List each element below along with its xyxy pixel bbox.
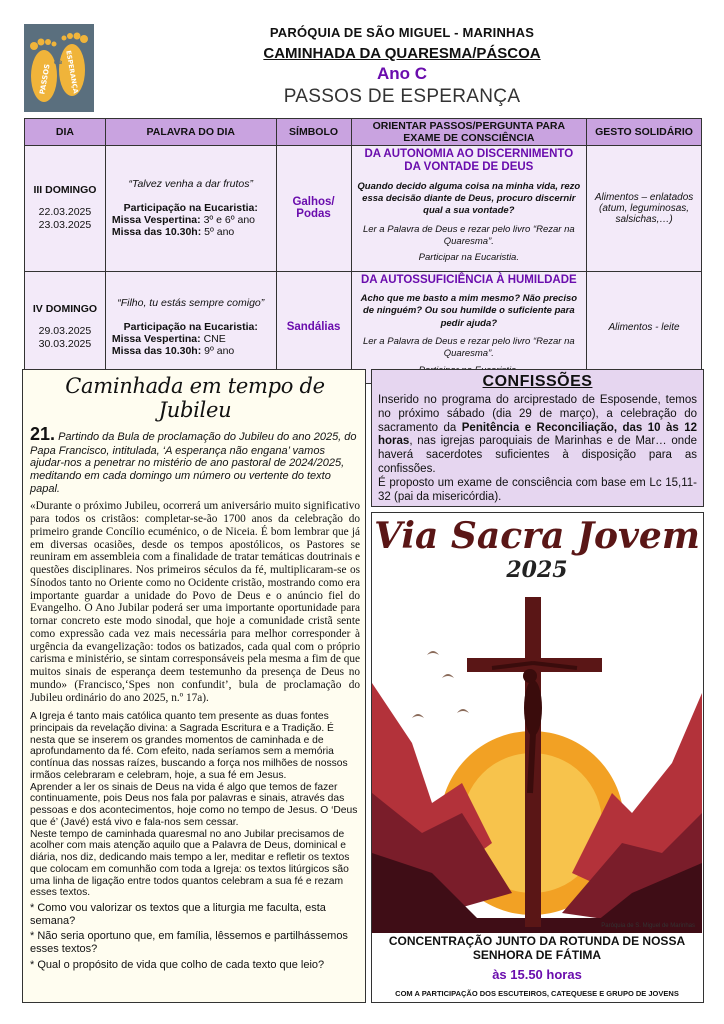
table-row bbox=[25, 271, 702, 383]
jubilee-question: * Qual o propósito de vida que colho de cada texto que leio? bbox=[30, 958, 325, 971]
date: 29.03.2025 bbox=[38, 325, 92, 338]
exam-question: Acho que me basto a mim mesmo? Não preciso de ninguém? Ou sou humilde o suficiente para pedir ajuda? bbox=[360, 292, 578, 329]
morning-mass bbox=[112, 226, 270, 238]
jubilee-question: * Como vou valorizar os textos que a liturgia me faculta, esta semana? bbox=[30, 902, 326, 927]
word-cell bbox=[105, 146, 276, 272]
parish-name: PARÓQUIA DE SÃO MIGUEL - MARINHAS bbox=[269, 25, 535, 40]
birds-icon bbox=[412, 651, 469, 718]
passos-de-esperanca-logo bbox=[24, 24, 94, 112]
vesper-label: Missa Vespertina: bbox=[111, 333, 201, 346]
jubilee-paragraph: Aprender a ler os sinais de Deus na vida é algo que temos de fazer continuamente, pois Deus nos fala por palavras e sinais, através das pessoas e dos acontecimentos, hoje como no tempo de Jesus. O ‘Deus que é’ (Javé) está vivo e fala-nos sem cessar. bbox=[30, 781, 358, 828]
gospel-quote: “Talvez venha a dar frutos” bbox=[128, 178, 254, 191]
mass-label: Missa das 10.30h: bbox=[111, 226, 202, 239]
day-cell bbox=[25, 146, 106, 272]
logo-text-mid: de bbox=[53, 59, 63, 66]
jubilee-paragraph: Neste tempo de caminhada quaresmal no ano Jubilar precisamos de acolher com mais atenção aquilo que a Palavra de Deus, dominical e diária, nos diz, dedicando mais tempo a ler, meditar e refletir os textos que colocam em comunhão com toda a Igreja: os textos litúrgicos são uma linha de ligação entre todos quantos celebram a sua fé e rezam esses textos. bbox=[30, 828, 350, 899]
day-name: III DOMINGO bbox=[33, 184, 97, 197]
exam-reading: Ler a Palavra de Deus e rezar pelo livro “Rezar na Quaresma”. bbox=[362, 223, 575, 247]
walk-title: CAMINHADA DA QUARESMA/PÁSCOA bbox=[263, 45, 541, 62]
symbol-text: Sandálias bbox=[286, 321, 341, 334]
gesture-cell bbox=[587, 271, 702, 383]
date: 30.03.2025 bbox=[38, 338, 92, 351]
exam-cell bbox=[351, 146, 587, 272]
jubilee-title: Caminhada em tempo de Jubileu bbox=[65, 374, 325, 422]
day-cell bbox=[25, 271, 106, 383]
jubilee-section bbox=[22, 369, 366, 1003]
steps-subtitle: PASSOS DE ESPERANÇA bbox=[283, 86, 521, 107]
exam-cell bbox=[351, 271, 587, 383]
gospel-quote: “Filho, tu estás sempre comigo” bbox=[117, 297, 265, 310]
jubilee-number: 21. bbox=[30, 424, 56, 444]
date: 23.03.2025 bbox=[38, 219, 92, 232]
logo-text-left: PASSOS bbox=[38, 63, 52, 95]
participation-title: Participação na Eucaristia: bbox=[123, 202, 258, 215]
date: 22.03.2025 bbox=[38, 206, 92, 219]
confessions-text-a: Inserido no programa do arciprestado de Esposende, temos no próximo sábado (dia 29 de março), a celebração do sacramento da bbox=[378, 394, 697, 434]
morning-mass bbox=[112, 345, 270, 357]
event-time: às 15.50 horas bbox=[492, 967, 582, 982]
page-header bbox=[22, 22, 704, 118]
confessions-text-b: , nas igrejas paroquiais de Marinhas e de Mar… onde haverá sacerdotes suficientes à disposição para as confissões. bbox=[378, 435, 697, 475]
word-cell bbox=[105, 271, 276, 383]
poster-year: 2025 bbox=[506, 557, 568, 583]
jubilee-intro-text: Partindo da Bula de proclamação do Jubileu do ano 2025, do Papa Francisco, intitulada, ‘A esperança não engana’ vamos ajudar-nos a penetrar no mistério de ano pastoral de 2024/2025, meditando em cada domingo um número ou vertente do texto papal. bbox=[30, 431, 357, 495]
confessions-title: CONFISSÕES bbox=[482, 373, 593, 390]
participation-title: Participação na Eucaristia: bbox=[123, 321, 258, 334]
vesper-value: CNE bbox=[203, 333, 226, 346]
exam-question: Quando decido alguma coisa na minha vida, rezo essa decisão diante de Deus, procuro discernir qual a sua vontade? bbox=[357, 180, 581, 217]
symbol-text: Galhos/ Podas bbox=[292, 196, 335, 221]
header-word: PALAVRA DO DIA bbox=[105, 119, 276, 146]
confessions-exam: É proposto um exame de consciência com base em Lc 15,11-32 (pai da misericórdia). bbox=[378, 476, 697, 503]
day-name: IV DOMINGO bbox=[32, 303, 98, 316]
vesper-mass bbox=[112, 333, 270, 345]
symbol-cell bbox=[276, 146, 351, 272]
via-sacra-poster bbox=[371, 512, 704, 1003]
header-exam: ORIENTAR PASSOS/PERGUNTA PARA EXAME DE CONSCIÊNCIA bbox=[351, 119, 587, 146]
footprints-icon bbox=[24, 24, 94, 112]
vesper-label: Missa Vespertina: bbox=[111, 214, 201, 227]
exam-title: DA AUTONOMIA AO DISCERNIMENTO DA VONTADE DE DEUS bbox=[364, 148, 574, 174]
mass-label: Missa das 10.30h: bbox=[111, 345, 202, 358]
symbol-cell bbox=[276, 271, 351, 383]
liturgical-year: Ano C bbox=[376, 64, 428, 83]
exam-title: DA AUTOSSUFICIÊNCIA À HUMILDADE bbox=[360, 273, 577, 286]
participation-groups: COM A PARTICIPAÇÃO DOS ESCUTEIROS, CATEQUESE E GRUPO DE JOVENS bbox=[395, 989, 679, 998]
table-header-row bbox=[25, 119, 702, 146]
table-row bbox=[25, 146, 702, 272]
concentration-text: CONCENTRAÇÃO JUNTO DA ROTUNDA DE NOSSA SENHORA DE FÁTIMA bbox=[388, 934, 686, 962]
vesper-mass bbox=[112, 214, 270, 226]
lent-schedule-table bbox=[24, 118, 702, 384]
gesture-cell bbox=[587, 146, 702, 272]
exam-reading: Ler a Palavra de Deus e rezar pelo livro “Rezar na Quaresma”. bbox=[362, 335, 575, 360]
mass-value: 9º ano bbox=[204, 345, 235, 358]
jubilee-paragraph: A Igreja é tanto mais católica quanto tem presente as duas fontes principais da revelação divina: a Sagrada Escritura e a Tradição. É nesta que se inserem os grandes momentos de caminhada e de aprofundamento da fé. Com efeito, nada seríamos sem a memória contínua das nossas raízes, buscando a força nos milhões de nossos irmãos celebraram e celebram, hoje, a sua fé em Jesus. bbox=[30, 711, 348, 781]
header-titles bbox=[102, 22, 702, 108]
confessions-time: Penitência e Reconciliação, das 10 às 12 horas bbox=[378, 421, 697, 448]
jubilee-question: * Não seria oportuno que, em família, lêssemos e partilhássemos esses textos? bbox=[30, 930, 348, 955]
poster-title: Via Sacra Jovem bbox=[374, 515, 700, 557]
confessions-box bbox=[371, 369, 704, 507]
header-day: DIA bbox=[25, 119, 106, 146]
header-gesture: GESTO SOLIDÁRIO bbox=[587, 119, 702, 146]
gesture-text: Alimentos - leite bbox=[608, 321, 680, 333]
gesture-text: Alimentos – enlatados (atum, leguminosas, salsichas,…) bbox=[594, 191, 694, 225]
mass-value: 5º ano bbox=[204, 226, 235, 239]
vesper-value: 3º e 6º ano bbox=[203, 214, 256, 227]
logo-text-right: ESPERANÇA bbox=[64, 49, 80, 95]
jubilee-quote: «Durante o próximo Jubileu, ocorrerá um aniversário muito significativo para todos os cristãos: completar-se-ão 1700 anos da celebração do primeiro grande Concílio ecuménico, o de Niceia. É bom lembrar que já em diversas ocasiões, desde os tempos apostólicos, os Pastores se reuniram em assembleia com a finalidade de tratar temáticas doutrinais e questões disciplinares. Nos primeiros séculos da fé, multiplicaram-se os Sínodos tanto no Oriente como no Ocidente cristão, mostrando como era importante guardar a unidade do Povo de Deus e o anúncio fiel do Evangelho. O Ano Jubilar poderá ser uma importante oportunidade para tornar concreto este modo sinodal, que hoje a comunidade cristã sente como expressão cada vez mais necessária para melhor corresponder à urgência da evangelização: todos os batizados, cada qual com o próprio carisma e ministério, se sintam corresponsáveis pela mesma a fim de que muitos sinais de esperança deem testemunho da presença de Deus no mundo» (Francisco,‘Spes non confundit’, bula de proclamação do Jubileu ordinário do ano 2025, n.º 17a). bbox=[30, 500, 361, 704]
header-symbol: SÍMBOLO bbox=[276, 119, 351, 146]
jubilee-intro bbox=[30, 424, 360, 495]
exam-participation: Participar na Eucaristia. bbox=[418, 252, 519, 264]
confessions-text bbox=[378, 394, 697, 477]
poster-credit: Paróquia de S. Miguel de Marinhas bbox=[601, 923, 695, 929]
